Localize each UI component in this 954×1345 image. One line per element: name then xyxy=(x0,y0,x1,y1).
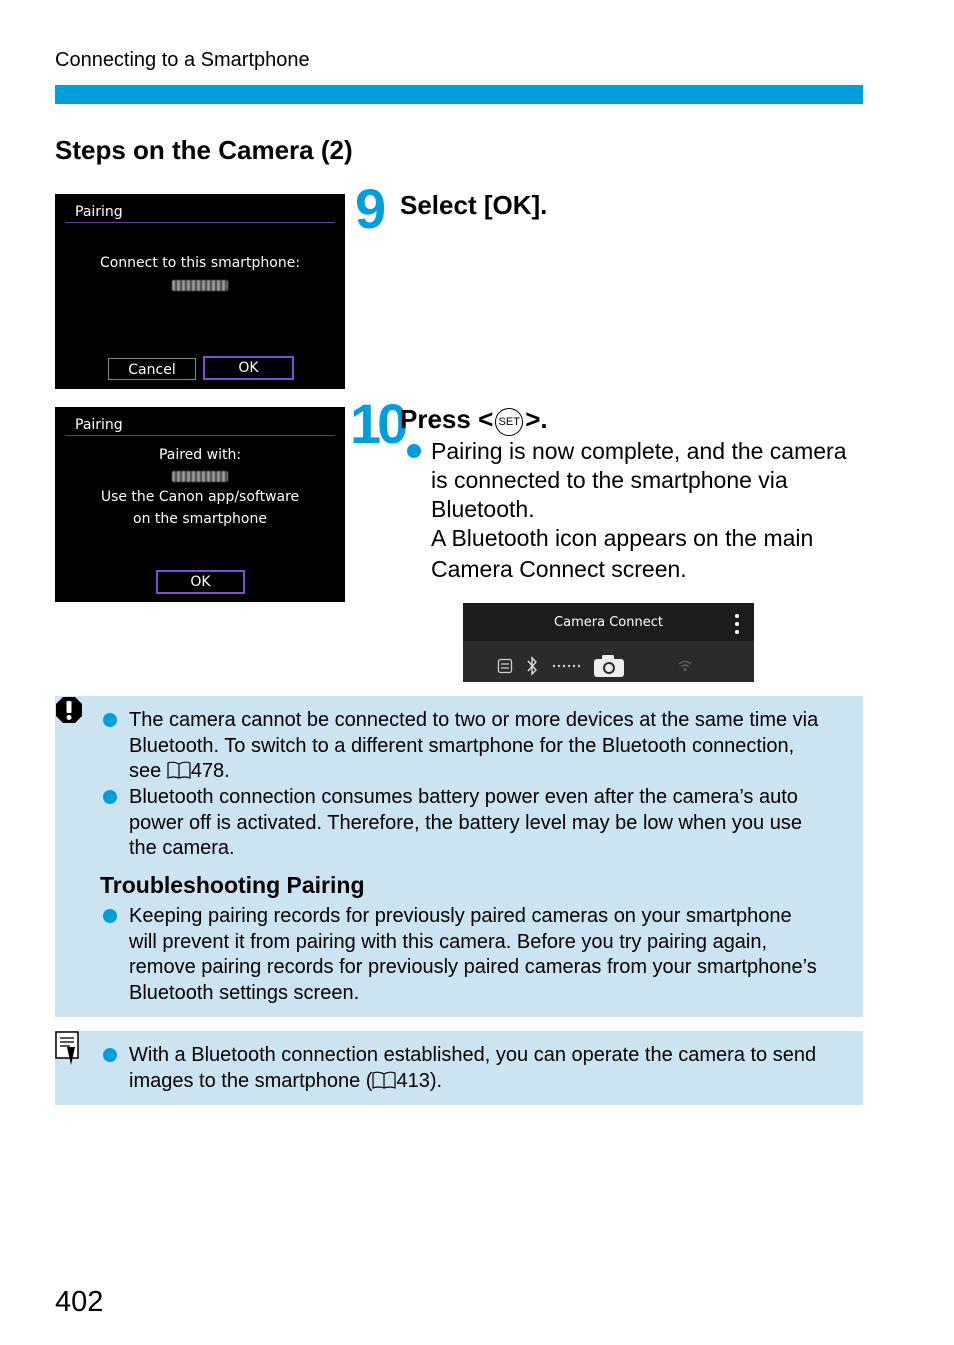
text-line: With a Bluetooth connection established, you can operate the camera to send xyxy=(129,1044,817,1066)
memo-icon xyxy=(55,1031,81,1067)
text-line: Bluetooth connection consumes battery power even after the camera’s auto xyxy=(129,786,798,808)
screen-title: Pairing xyxy=(75,417,123,433)
caution-icon xyxy=(55,696,83,724)
camera-connect-screen xyxy=(463,603,754,682)
text-line: Camera Connect screen. xyxy=(431,556,687,582)
step-10-description xyxy=(431,437,847,584)
page-number: 402 xyxy=(55,1286,104,1318)
blurred-device-name xyxy=(172,471,228,482)
blurred-device-name xyxy=(172,280,228,291)
page-ref-478[interactable]: 478. xyxy=(190,760,230,782)
camera-icon[interactable] xyxy=(593,654,625,678)
bullet-icon xyxy=(103,713,117,727)
caution-box xyxy=(55,696,863,1017)
text-line: is connected to the smartphone via xyxy=(431,467,788,493)
section-title: Steps on the Camera (2) xyxy=(55,135,353,165)
step-number-9: 9 xyxy=(355,177,383,240)
ok-button[interactable]: OK xyxy=(156,570,245,594)
bullet-icon xyxy=(103,790,117,804)
text-line: the camera. xyxy=(129,837,235,859)
text-line: remove pairing records for previously paired cameras from your smartphone’s xyxy=(129,956,817,978)
cancel-button[interactable]: Cancel xyxy=(108,358,196,380)
bullet-icon xyxy=(103,1048,117,1062)
text-line: power off is activated. Therefore, the battery level may be low when you use xyxy=(129,811,802,834)
header-bar xyxy=(55,85,863,104)
bullet-icon xyxy=(103,909,117,923)
running-head: Connecting to a Smartphone xyxy=(55,49,310,71)
text-line: Bluetooth. xyxy=(431,496,535,522)
text-line: Bluetooth settings screen. xyxy=(129,981,360,1004)
camera-screen-paired xyxy=(55,407,345,602)
dots-icon xyxy=(552,664,582,668)
ok-button[interactable]: OK xyxy=(203,356,294,380)
text-line: Pairing is now complete, and the camera xyxy=(431,438,847,464)
bluetooth-icon xyxy=(526,656,538,676)
screen-divider xyxy=(65,435,335,436)
app-hint-line2: on the smartphone xyxy=(133,511,267,527)
page-ref-413[interactable]: 413). xyxy=(396,1069,443,1092)
text-line xyxy=(129,1069,869,1095)
text-line: Keeping pairing records for previously paired cameras on your smartphone xyxy=(129,905,792,927)
step-number-10: 10 xyxy=(350,392,405,455)
app-title: Camera Connect xyxy=(554,615,663,630)
text-span: see xyxy=(129,760,167,782)
text-span: images to the smartphone ( xyxy=(129,1069,373,1092)
camera-screen-connect xyxy=(55,194,345,389)
book-reference-icon xyxy=(167,761,191,779)
text-line: A Bluetooth icon appears on the main xyxy=(431,525,814,551)
step-10-title-pre: Press < xyxy=(400,404,494,434)
text-line: The camera cannot be connected to two or more devices at the same time via xyxy=(129,709,819,731)
set-button-icon: SET xyxy=(495,408,523,436)
list-icon xyxy=(497,658,513,674)
paired-with-label: Paired with: xyxy=(158,447,242,463)
text-line: will prevent it from pairing with this camera. Before you try pairing again, xyxy=(129,930,768,953)
app-hint-line1: Use the Canon app/software xyxy=(100,489,300,505)
wifi-icon xyxy=(677,658,693,672)
step-9-title: Select [OK]. xyxy=(400,190,548,220)
memo-box xyxy=(55,1031,863,1105)
menu-dots-icon[interactable] xyxy=(733,613,741,635)
bullet-icon xyxy=(407,444,421,458)
text-line: Bluetooth. To switch to a different smartphone for the Bluetooth connection, xyxy=(129,734,795,757)
step-10-title-post: >. xyxy=(525,404,548,434)
screen-title: Pairing xyxy=(75,204,123,220)
book-reference-icon xyxy=(372,1071,396,1089)
step-10-title xyxy=(400,404,548,436)
text-line xyxy=(129,759,869,785)
connect-prompt: Connect to this smartphone: xyxy=(99,255,301,271)
troubleshooting-heading: Troubleshooting Pairing xyxy=(100,872,365,898)
screen-divider xyxy=(65,222,335,223)
